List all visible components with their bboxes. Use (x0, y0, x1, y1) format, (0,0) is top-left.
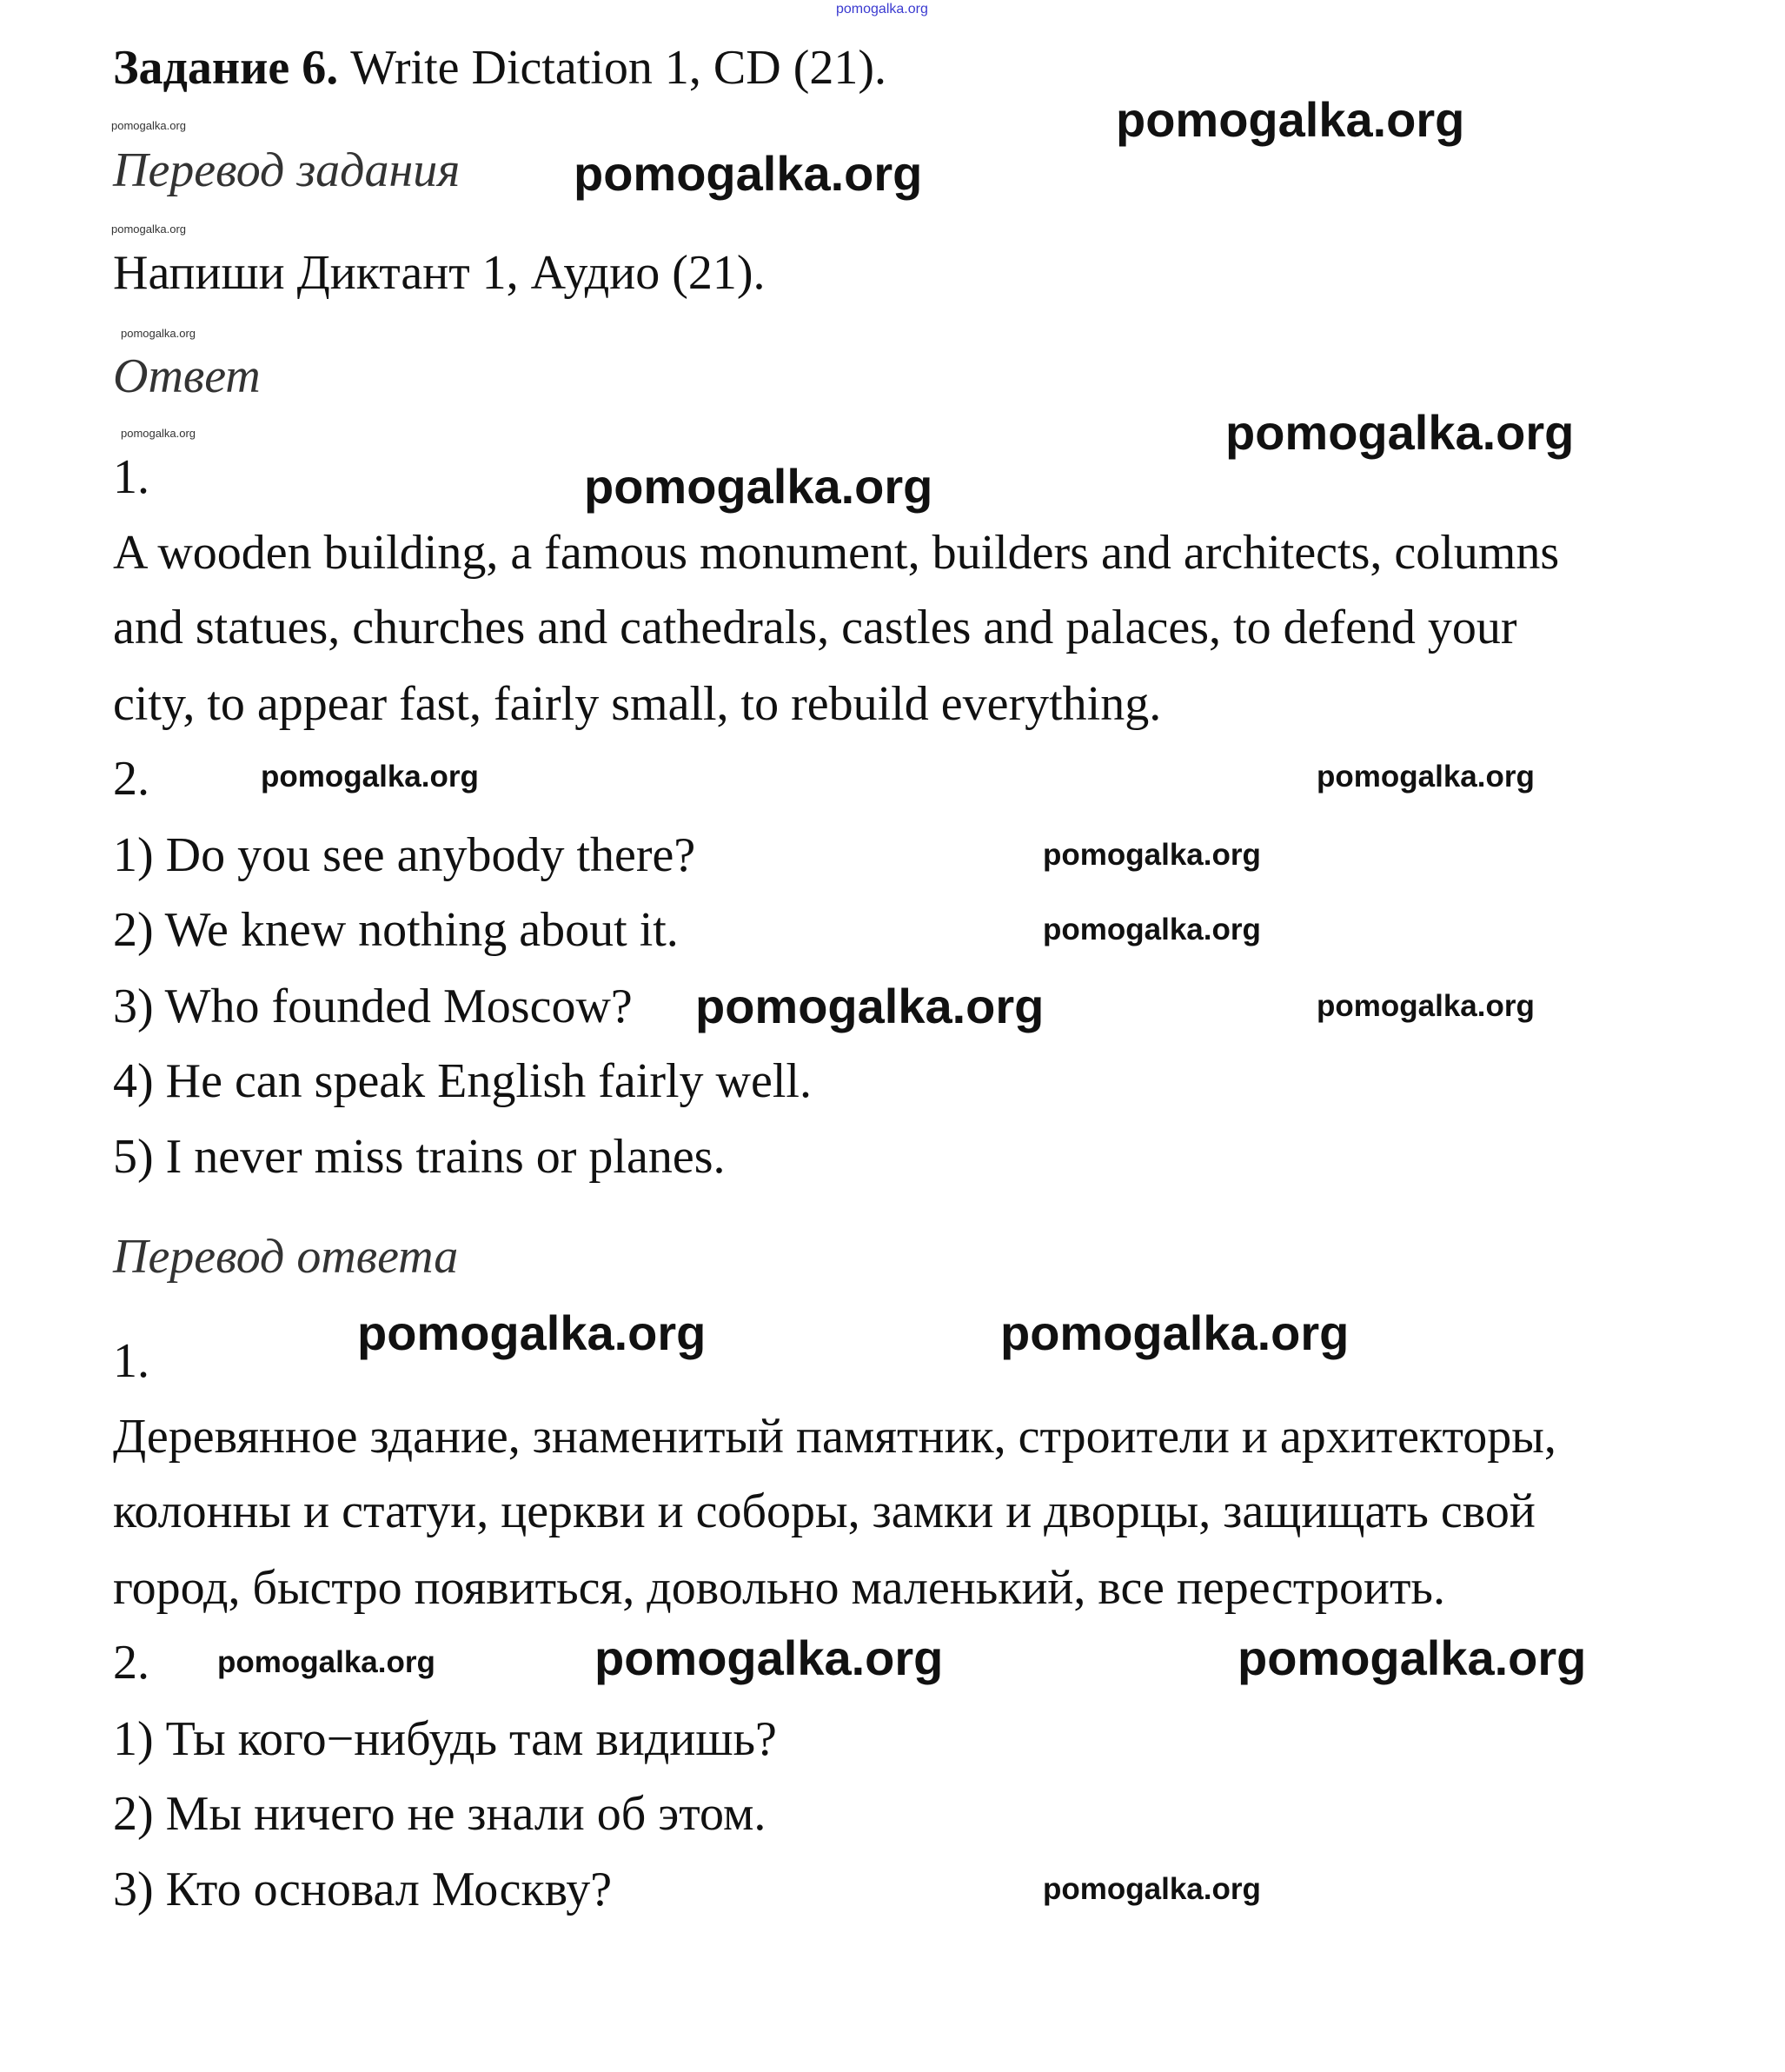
translation-part1-line: колонны и статуи, церкви и соборы, замки и дворцы, защищать свой (113, 1484, 1536, 1538)
answer-part2-num: 2. (113, 752, 149, 806)
watermark-medium: pomogalka.org (1043, 1872, 1261, 1906)
task-translation: Напиши Диктант 1, Аудио (21). (113, 246, 766, 300)
translation-part2-line: 1) Ты кого−нибудь там видишь? (113, 1712, 777, 1766)
translation-part2-line: 2) Мы ничего не знали об этом. (113, 1787, 766, 1841)
watermark-medium: pomogalka.org (1317, 989, 1535, 1023)
translation-part1-line: Деревянное здание, знаменитый памятник, строители и архитекторы, (113, 1410, 1556, 1464)
task-translation-heading: Перевод задания (113, 143, 461, 197)
translation-part2-num: 2. (113, 1636, 149, 1690)
translation-part2-line: 3) Кто основал Москву? (113, 1863, 613, 1916)
answer-heading: Ответ (113, 349, 261, 403)
watermark-large: pomogalka.org (1116, 92, 1465, 147)
answer-part2-line: 3) Who founded Moscow? (113, 980, 633, 1033)
watermark-large: pomogalka.org (584, 459, 933, 514)
answer-part1-line: city, to appear fast, fairly small, to rebuild everything. (113, 677, 1162, 731)
answer-part2-line: 5) I never miss trains or planes. (113, 1130, 726, 1184)
watermark-small: pomogalka.org (111, 119, 186, 132)
task-title (113, 41, 886, 95)
watermark-large: pomogalka.org (1000, 1305, 1350, 1360)
translation-part1-num: 1. (113, 1334, 149, 1388)
watermark-large: pomogalka.org (1225, 405, 1575, 460)
answer-part2-line: 2) We knew nothing about it. (113, 903, 679, 957)
answer-part1-line: and statues, churches and cathedrals, castles and palaces, to defend your (113, 601, 1517, 654)
watermark-medium: pomogalka.org (261, 760, 479, 794)
watermark-large: pomogalka.org (695, 979, 1045, 1033)
task-label: Задание 6. (113, 41, 339, 95)
watermark-small: pomogalka.org (111, 222, 186, 236)
watermark-medium: pomogalka.org (1317, 760, 1535, 794)
answer-part2-line: 1) Do you see anybody there? (113, 828, 696, 882)
task-text: Write Dictation 1, CD (21). (338, 41, 886, 95)
translation-part1-line: город, быстро появиться, довольно маленький, все перестроить. (113, 1561, 1445, 1615)
watermark-small: pomogalka.org (121, 327, 196, 340)
answer-part1-num: 1. (113, 450, 149, 504)
watermark-top[interactable]: pomogalka.org (836, 2, 928, 17)
watermark-small: pomogalka.org (121, 427, 196, 440)
answer-part1-line: A wooden building, a famous monument, builders and architects, columns (113, 526, 1560, 580)
answer-translation-heading: Перевод ответа (113, 1230, 459, 1284)
answer-part2-line: 4) He can speak English fairly well. (113, 1054, 812, 1108)
watermark-medium: pomogalka.org (217, 1645, 435, 1679)
watermark-large: pomogalka.org (357, 1305, 707, 1360)
watermark-medium: pomogalka.org (1043, 838, 1261, 872)
watermark-large: pomogalka.org (594, 1630, 944, 1685)
watermark-large: pomogalka.org (1238, 1630, 1587, 1685)
watermark-large: pomogalka.org (574, 146, 923, 201)
watermark-medium: pomogalka.org (1043, 913, 1261, 946)
